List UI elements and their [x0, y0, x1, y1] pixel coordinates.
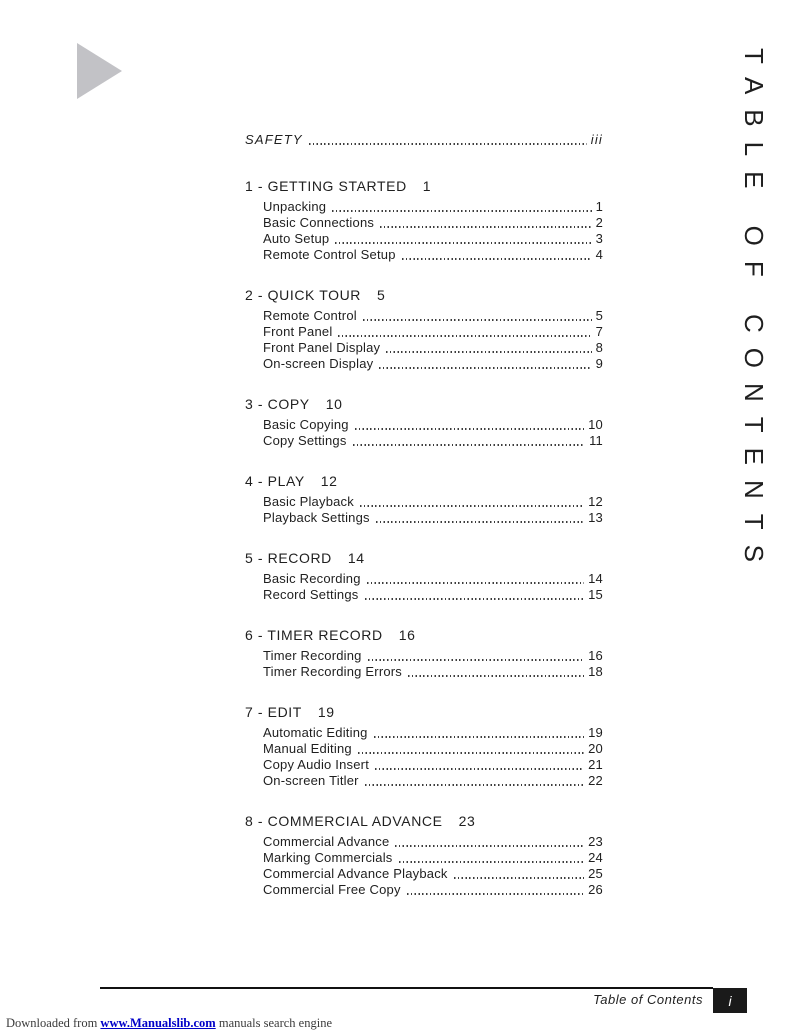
- dotted-leader: [353, 444, 586, 446]
- toc-entry-title: Copy Audio Insert: [263, 757, 370, 772]
- toc-entry-title: Front Panel Display: [263, 340, 381, 355]
- page-number-badge: i: [713, 988, 747, 1013]
- dotted-leader: [407, 893, 584, 895]
- toc-section: [245, 178, 603, 263]
- toc-section-header: [245, 396, 603, 413]
- toc-entry: [245, 648, 603, 664]
- dotted-leader: [408, 675, 584, 677]
- toc-entry: [245, 324, 603, 340]
- toc-section-header: [245, 550, 603, 567]
- dotted-leader: [358, 752, 584, 754]
- toc-section-title: 4 - PLAY: [245, 473, 305, 489]
- manualslib-link[interactable]: www.Manualslib.com: [100, 1016, 216, 1030]
- toc-section-page: 10: [325, 396, 343, 412]
- toc-entry-page: 16: [588, 648, 603, 663]
- toc-entry-page: 21: [588, 757, 603, 772]
- toc-entry: [245, 199, 603, 215]
- toc-section: [245, 550, 603, 603]
- toc-section-title: 5 - RECORD: [245, 550, 332, 566]
- toc-entry-page: 23: [588, 834, 603, 849]
- toc-section-items: [245, 725, 603, 789]
- toc-section-header: [245, 473, 603, 490]
- toc-section-page: 12: [320, 473, 338, 489]
- toc-entry: [245, 247, 603, 263]
- toc-entry-title: Record Settings: [263, 587, 359, 602]
- toc-entry-title: On-screen Display: [263, 356, 374, 371]
- toc-section-title: 8 - COMMERCIAL ADVANCE: [245, 813, 443, 829]
- footer-rule: [100, 987, 713, 989]
- toc-section-items: [245, 199, 603, 263]
- toc-entry: [245, 773, 603, 789]
- toc-entry-page: 2: [595, 215, 603, 230]
- table-of-contents: [245, 132, 603, 898]
- toc-entry-title: Timer Recording Errors: [263, 664, 403, 679]
- toc-entry: [245, 308, 603, 324]
- toc-entry-page: 7: [595, 324, 603, 339]
- toc-entry-title: Playback Settings: [263, 510, 370, 525]
- toc-section-page: 16: [398, 627, 416, 643]
- toc-entry: [245, 215, 603, 231]
- toc-entry-page: 4: [595, 247, 603, 262]
- dotted-leader: [355, 428, 584, 430]
- toc-entry: [245, 340, 603, 356]
- toc-entry-title: Basic Playback: [263, 494, 354, 509]
- toc-entry-title: Commercial Free Copy: [263, 882, 401, 897]
- toc-section-items: [245, 494, 603, 526]
- toc-entry-page: 14: [588, 571, 603, 586]
- toc-entry-page: 5: [595, 308, 603, 323]
- toc-entry-page: 8: [595, 340, 603, 355]
- toc-entry-page: 12: [588, 494, 603, 509]
- toc-section-page: 19: [317, 704, 335, 720]
- toc-section: [245, 704, 603, 789]
- toc-entry-title: Front Panel: [263, 324, 333, 339]
- toc-entry-title: Commercial Advance Playback: [263, 866, 448, 881]
- toc-entry-page: iii: [590, 132, 603, 147]
- toc-entry-page: 26: [588, 882, 603, 897]
- toc-section: [245, 396, 603, 449]
- toc-section-items: [245, 417, 603, 449]
- toc-entry-title: Basic Connections: [263, 215, 375, 230]
- toc-section-page: 5: [377, 287, 386, 303]
- toc-section: [245, 287, 603, 372]
- toc-section-header: [245, 287, 603, 304]
- toc-section: [245, 473, 603, 526]
- toc-section-header: [245, 178, 603, 195]
- toc-entry-title: Basic Recording: [263, 571, 361, 586]
- dotted-leader: [454, 877, 585, 879]
- toc-section-header: [245, 627, 603, 644]
- dotted-leader: [338, 335, 591, 337]
- footer-section-label: Table of Contents: [593, 992, 703, 1007]
- dotted-leader: [332, 210, 591, 212]
- toc-entry: [245, 741, 603, 757]
- toc-entry-title: Remote Control Setup: [263, 247, 396, 262]
- toc-entry-page: 18: [588, 664, 603, 679]
- dotted-leader: [386, 351, 591, 353]
- toc-entry-title: Marking Commercials: [263, 850, 393, 865]
- toc-entry: [245, 850, 603, 866]
- toc-section-page: 23: [458, 813, 476, 829]
- toc-section-header: [245, 704, 603, 721]
- vertical-page-title: TABLE OF CONTENTS: [739, 48, 769, 577]
- dotted-leader: [380, 226, 591, 228]
- dotted-leader: [399, 861, 585, 863]
- toc-section-title: 1 - GETTING STARTED: [245, 178, 407, 194]
- toc-entry-title: Commercial Advance: [263, 834, 390, 849]
- toc-entry-page: 1: [595, 199, 603, 214]
- toc-front-matter-entry: [245, 132, 603, 148]
- toc-entry-page: 9: [595, 356, 603, 371]
- toc-entry: [245, 587, 603, 603]
- toc-entry-page: 25: [588, 866, 603, 881]
- dotted-leader: [374, 736, 585, 738]
- dotted-leader: [395, 845, 584, 847]
- dotted-leader: [376, 521, 584, 523]
- credit-suffix: manuals search engine: [215, 1016, 332, 1030]
- dotted-leader: [335, 242, 591, 244]
- toc-section-items: [245, 648, 603, 680]
- toc-entry-title: Copy Settings: [263, 433, 347, 448]
- toc-entry: [245, 231, 603, 247]
- dotted-leader: [365, 598, 585, 600]
- toc-section: [245, 813, 603, 898]
- credit-prefix: Downloaded from: [6, 1016, 101, 1030]
- toc-entry-title: Automatic Editing: [263, 725, 368, 740]
- toc-section-items: [245, 308, 603, 372]
- toc-entry-page: 19: [588, 725, 603, 740]
- toc-entry: [245, 433, 603, 449]
- toc-entry-page: 24: [588, 850, 603, 865]
- toc-entry: [245, 494, 603, 510]
- toc-section-items: [245, 834, 603, 898]
- toc-entry-title: SAFETY: [245, 132, 303, 147]
- toc-sections: [245, 178, 603, 898]
- toc-entry-page: 15: [588, 587, 603, 602]
- toc-entry: [245, 866, 603, 882]
- toc-entry-title: On-screen Titler: [263, 773, 359, 788]
- toc-entry-title: Basic Copying: [263, 417, 349, 432]
- toc-entry-page: 13: [588, 510, 603, 525]
- toc-entry-title: Unpacking: [263, 199, 327, 214]
- dotted-leader: [402, 258, 592, 260]
- toc-entry-title: Auto Setup: [263, 231, 330, 246]
- toc-section-title: 2 - QUICK TOUR: [245, 287, 362, 303]
- toc-section: [245, 627, 603, 680]
- dotted-leader: [367, 582, 584, 584]
- toc-section-title: 3 - COPY: [245, 396, 310, 412]
- dotted-leader: [309, 143, 587, 145]
- toc-entry: [245, 834, 603, 850]
- toc-entry: [245, 356, 603, 372]
- dotted-leader: [375, 768, 584, 770]
- toc-entry: [245, 882, 603, 898]
- toc-entry: [245, 510, 603, 526]
- toc-entry-page: 3: [595, 231, 603, 246]
- toc-entry: [245, 571, 603, 587]
- toc-section-page: 14: [347, 550, 365, 566]
- toc-section-items: [245, 571, 603, 603]
- dotted-leader: [363, 319, 592, 321]
- toc-entry-title: Manual Editing: [263, 741, 352, 756]
- toc-entry: [245, 664, 603, 680]
- dotted-leader: [365, 784, 584, 786]
- dotted-leader: [368, 659, 585, 661]
- toc-entry-page: 22: [588, 773, 603, 788]
- toc-section-title: 7 - EDIT: [245, 704, 302, 720]
- toc-entry-title: Timer Recording: [263, 648, 362, 663]
- toc-entry: [245, 757, 603, 773]
- corner-triangle-icon: [77, 43, 122, 99]
- toc-entry-page: 20: [588, 741, 603, 756]
- toc-entry-page: 10: [588, 417, 603, 432]
- dotted-leader: [360, 505, 584, 507]
- toc-section-page: 1: [422, 178, 432, 194]
- dotted-leader: [379, 367, 591, 369]
- toc-section-title: 6 - TIMER RECORD: [245, 627, 383, 643]
- toc-entry: [245, 725, 603, 741]
- toc-entry: [245, 417, 603, 433]
- toc-section-header: [245, 813, 603, 830]
- toc-entry-page: 11: [589, 433, 603, 448]
- toc-entry-title: Remote Control: [263, 308, 357, 323]
- manualslib-credit: [6, 1016, 332, 1031]
